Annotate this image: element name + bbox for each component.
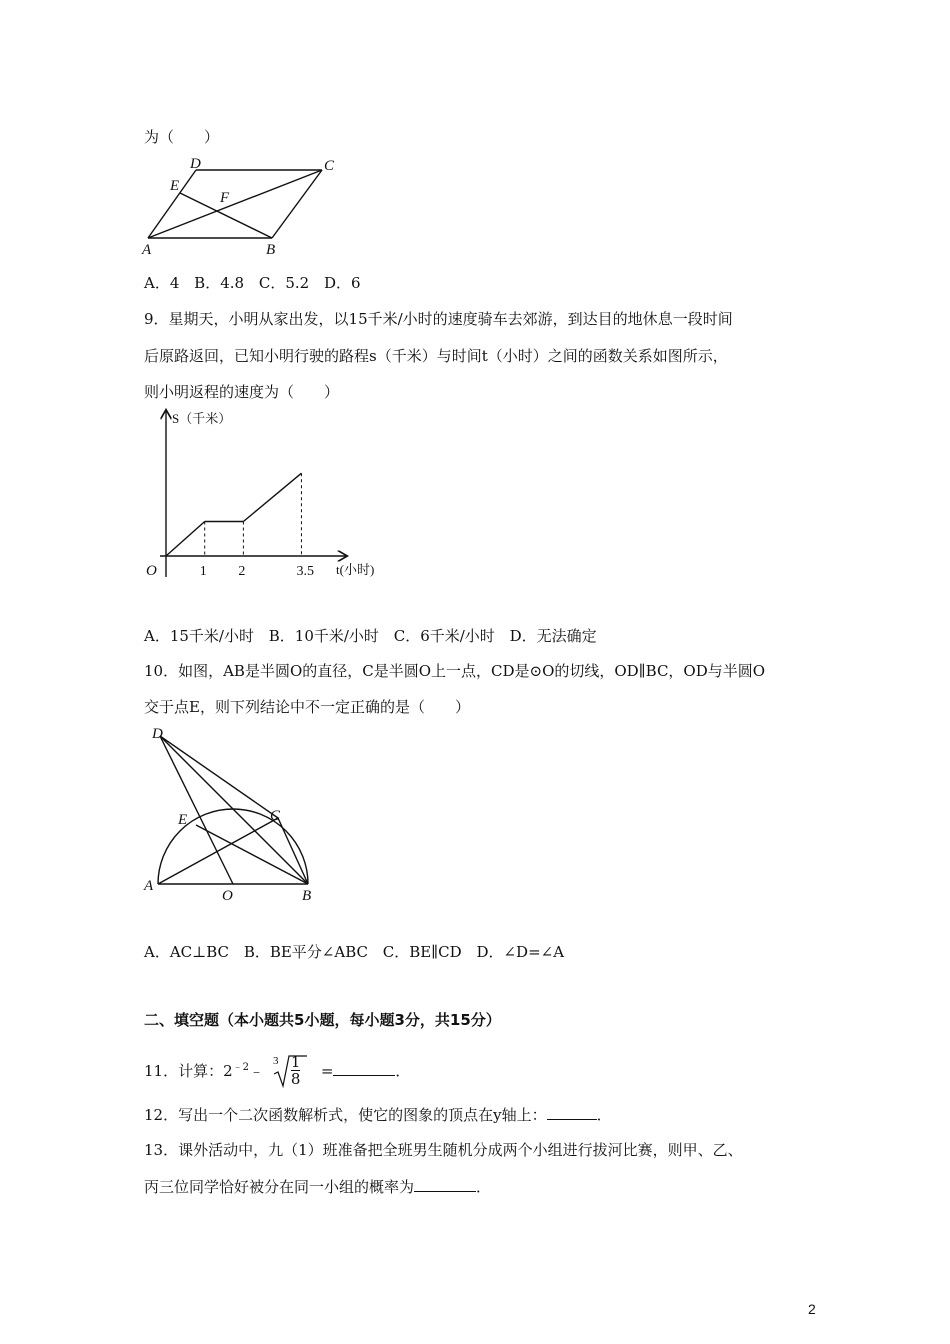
- q12-end: ．: [596, 1106, 612, 1124]
- label-D: D: [152, 726, 163, 742]
- label-B: B: [266, 242, 276, 258]
- q9-option-c: C．6千米/小时: [393, 627, 495, 645]
- q9-options: [144, 626, 607, 646]
- y-axis-label: S（千米）: [172, 411, 232, 426]
- q12: [144, 1105, 612, 1125]
- q11-answer-blank[interactable]: [333, 1061, 395, 1076]
- q10-semicircle-figure: [140, 722, 330, 902]
- label-A: A: [144, 878, 154, 894]
- label-C: C: [324, 158, 335, 174]
- q11-exponent: ﹣2: [232, 1062, 250, 1073]
- q9-line-2: 后原路返回，已知小明行驶的路程s（千米）与时间t（小时）之间的函数关系如图所示，: [144, 347, 728, 365]
- q11-root-index: 3: [272, 1055, 279, 1067]
- label-F: F: [220, 190, 230, 206]
- q9-option-d: D．无法确定: [509, 627, 597, 645]
- q11-end: ．: [395, 1062, 411, 1080]
- label-B: B: [302, 888, 312, 904]
- q9-line-3: 则小明返程的速度为（ ）: [144, 383, 340, 401]
- label-E: E: [178, 812, 188, 828]
- q13-end: ．: [476, 1178, 492, 1196]
- q12-text: 12．写出一个二次函数解析式，使它的图象的顶点在y轴上：: [144, 1106, 547, 1124]
- series-segment-3: [243, 473, 301, 521]
- section-2-title: 二、填空题（本小题共5小题，每小题3分，共15分）: [144, 1011, 501, 1029]
- q11-prefix: 11．计算：2: [144, 1062, 233, 1080]
- q11-eq: =: [320, 1062, 334, 1080]
- q8-option-d: D．6: [323, 274, 361, 292]
- q8-stem-tail: 为（ ）: [144, 128, 220, 146]
- q13-answer-blank[interactable]: [414, 1177, 476, 1192]
- q8-parallelogram-figure: [140, 156, 340, 256]
- origin-label: O: [146, 563, 157, 579]
- label-D: D: [190, 156, 201, 172]
- series-segment-1: [166, 522, 205, 557]
- q9-option-b: B．10千米/小时: [268, 627, 379, 645]
- q13-line-2: [144, 1177, 491, 1197]
- x-axis-label: t(小时): [336, 562, 375, 577]
- q10-option-a: A．AC⊥BC: [144, 943, 230, 961]
- q10-option-b: B．BE平分∠ABC: [243, 943, 368, 961]
- q8-option-b: B．4.8: [194, 274, 245, 292]
- q10-line-2: 交于点E，则下列结论中不一定正确的是（ ）: [144, 698, 470, 716]
- q10-option-c: C．BE∥CD: [382, 943, 462, 961]
- q11-cube-root: [271, 1053, 319, 1088]
- q8-option-a: A．4: [144, 274, 180, 292]
- q12-answer-blank[interactable]: [547, 1105, 597, 1120]
- q11-numerator: 1: [290, 1053, 301, 1071]
- q8-options: [144, 273, 371, 293]
- label-C: C: [270, 808, 281, 824]
- q11-minus: ﹣: [249, 1062, 265, 1080]
- q13-text: 丙三位同学恰好被分在同一小组的概率为: [144, 1178, 415, 1196]
- q10-option-d: D．∠D=∠A: [476, 943, 565, 961]
- x-tick-label-1: 1: [199, 564, 207, 579]
- page-number: 2: [808, 1301, 816, 1317]
- q11-fraction: [291, 1054, 301, 1087]
- q11: [144, 1048, 410, 1088]
- q10-options: [144, 942, 574, 962]
- q13-line-1: 13．课外活动中，九（1）班准备把全班男生随机分成两个小组进行拔河比赛，则甲、乙、: [144, 1141, 743, 1159]
- q9-option-a: A．15千米/小时: [144, 627, 254, 645]
- label-E: E: [170, 178, 180, 194]
- label-O: O: [222, 888, 233, 904]
- label-A: A: [142, 242, 152, 258]
- q9-distance-time-chart: [140, 405, 400, 585]
- x-tick-label-3: 3.5: [296, 564, 314, 579]
- q9-line-1: 9．星期天，小明从家出发，以15千米/小时的速度骑车去郊游，到达目的地休息一段时间: [144, 310, 733, 328]
- q10-line-1: 10．如图，AB是半圆O的直径，C是半圆O上一点，CD是⊙O的切线，OD∥BC，OD与半圆O: [144, 662, 766, 680]
- q8-option-c: C．5.2: [258, 274, 310, 292]
- x-tick-label-2: 2: [238, 564, 246, 579]
- q11-denominator: 8: [290, 1070, 301, 1088]
